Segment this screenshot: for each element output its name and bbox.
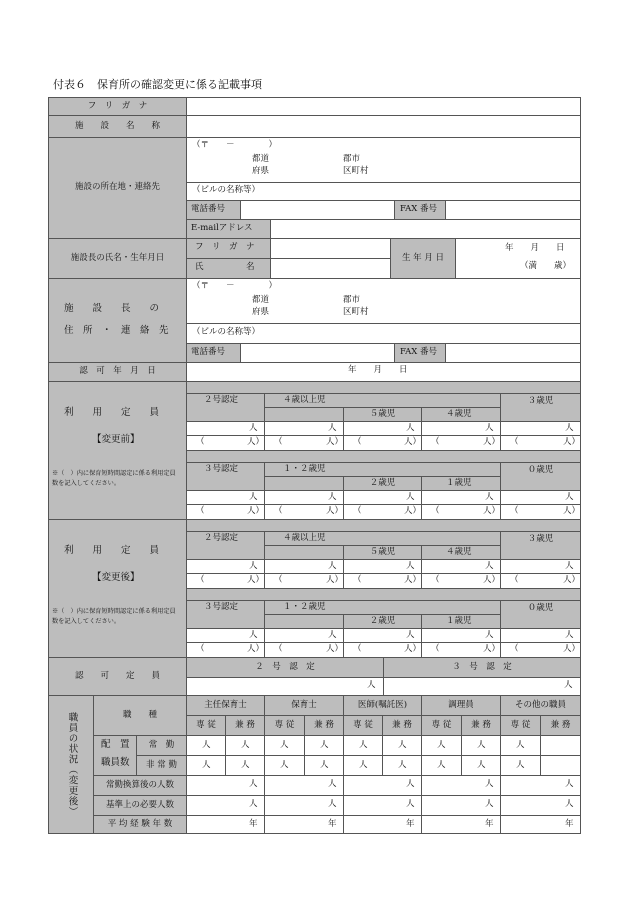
staff-count-unit-1-0-1: 人: [280, 760, 289, 770]
approved-capacity-cat3-person: 人: [564, 680, 573, 690]
staff-column-header-3: 調理員: [421, 695, 501, 716]
staff-type-label: 職 種: [93, 695, 187, 736]
after-capacity-label: 利 用 定 員: [64, 545, 160, 556]
director-building-label: （ビルの名称等）: [192, 327, 261, 337]
facility-name-input[interactable]: [186, 115, 581, 138]
after-cat2-paren-close-4: 人）: [563, 575, 581, 585]
before-cat3-group-text: １・２歳児: [283, 464, 326, 474]
after-cat3-person-4: 人: [565, 630, 574, 640]
staff-count-unit-0-0-0: 人: [202, 740, 211, 750]
before-cat3-paren-open-0: （: [196, 506, 205, 516]
after-cat3-person-3: 人: [485, 630, 494, 640]
before-cat2-person-1: 人: [328, 423, 337, 433]
staff-experience-unit-0: 年: [249, 819, 258, 829]
before-cat3-paren-close-3: 人）: [483, 506, 501, 516]
before-cat3-paren-open-1: （: [274, 506, 283, 516]
staff-count-unit-0-1-0: 人: [241, 740, 250, 750]
before-cat2-person-4: 人: [565, 423, 574, 433]
after-cat3-paren-open-2: （: [353, 644, 362, 654]
after-cat3-paren-open-4: （: [510, 644, 519, 654]
before-cat3-paren-close-4: 人）: [563, 506, 581, 516]
facility-email-input[interactable]: [270, 219, 581, 239]
before-cat2-paren-open-3: （: [431, 437, 440, 447]
staff-count-unit-2-0-1: 人: [359, 760, 368, 770]
after-cat2-paren-close-2: 人）: [404, 575, 422, 585]
after-cat3-person-2: 人: [406, 630, 415, 640]
director-city-label-2: 区町村: [343, 307, 369, 317]
approved-capacity-cat2-label: ２ 号 認 定: [186, 657, 384, 678]
before-cat3-paren-open-3: （: [431, 506, 440, 516]
director-prefecture-label-2: 府県: [252, 307, 270, 317]
staff-side-label: 職員の状況（変更後）: [48, 695, 94, 834]
staff-required-label: 基準上の必要人数: [93, 795, 187, 816]
staff-count-unit-2-1-0: 人: [398, 740, 407, 750]
before-label-cell: [48, 381, 187, 520]
after-cat2-age-last: ３歳児: [500, 531, 581, 560]
after-cat2-person-3: 人: [485, 561, 494, 571]
after-note: ※（ ）内に保育短時間認定に係る利用定員数を記入してください。: [52, 608, 176, 625]
before-cat3-paren-close-1: 人）: [326, 506, 344, 516]
staff-column-header-0: 主任保育士: [186, 695, 265, 716]
before-cat3-person-3: 人: [485, 492, 494, 502]
director-address-label: [48, 278, 187, 363]
before-cat3-person-2: 人: [406, 492, 415, 502]
before-cat3-paren-close-2: 人）: [404, 506, 422, 516]
before-cat2-person-0: 人: [249, 423, 258, 433]
facility-prefecture-label-2: 府県: [252, 166, 270, 176]
after-cat2-paren-open-1: （: [274, 575, 283, 585]
after-cat3-age-a: ２歳児: [343, 614, 422, 629]
staff-shokuinsu-label: 職員数: [101, 757, 130, 768]
director-dob-value: 年 月 日: [505, 243, 565, 253]
staff-required-unit-3: 人: [485, 799, 494, 809]
before-cat2-paren-close-1: 人）: [326, 437, 344, 447]
facility-postal-code: （〒 － ）: [192, 140, 278, 150]
after-cat2-person-2: 人: [406, 561, 415, 571]
director-age-value: （満 歳）: [520, 261, 572, 271]
before-cat3-person-0: 人: [249, 492, 258, 502]
staff-required-unit-2: 人: [406, 799, 415, 809]
staff-experience-unit-3: 年: [485, 819, 494, 829]
facility-furigana-label: フ リ ガ ナ: [48, 97, 187, 116]
before-cat2-paren-open-2: （: [353, 437, 362, 447]
before-cat2-age-b: ４歳児: [421, 407, 501, 422]
after-cat3-paren-close-0: 人）: [247, 644, 265, 654]
staff-required-unit-4: 人: [565, 799, 574, 809]
before-cat2-age-last: ３歳児: [500, 393, 581, 422]
director-fax-label: FAX 番号: [394, 343, 446, 363]
before-cat3-paren-open-2: （: [353, 506, 362, 516]
staff-part-time-header-1: 兼 務: [304, 715, 344, 736]
staff-fte-unit-2: 人: [406, 779, 415, 789]
after-cat2-paren-open-0: （: [196, 575, 205, 585]
before-cat3-category-text: ３号認定: [204, 464, 239, 474]
approved-capacity-cat2-input[interactable]: [186, 677, 384, 696]
approval-date-label: 認 可 年 月 日: [48, 362, 187, 382]
facility-city-label-2: 区町村: [343, 166, 369, 176]
before-capacity-label: 利 用 定 員: [64, 407, 160, 418]
approved-capacity-cat3-input[interactable]: [383, 677, 581, 696]
staff-fte-unit-0: 人: [249, 779, 258, 789]
staff-full-time-header-0: 専 従: [186, 715, 226, 736]
director-address-label-1: 施 設 長 の: [64, 303, 160, 314]
staff-count-unit-4-0-0: 人: [516, 740, 525, 750]
before-cat2-person-3: 人: [485, 423, 494, 433]
director-name-label: 氏 名: [186, 258, 271, 279]
staff-experience-unit-2: 年: [406, 819, 415, 829]
before-cat2-paren-close-3: 人）: [483, 437, 501, 447]
staff-count-unit-0-1-1: 人: [241, 760, 250, 770]
director-phone-label: 電話番号: [186, 343, 241, 363]
after-cat2-age-a: ５歳児: [343, 545, 422, 560]
facility-fax-input[interactable]: [445, 200, 581, 220]
after-cat2-paren-close-3: 人）: [483, 575, 501, 585]
after-change-label: 【変更後】: [92, 572, 140, 583]
staff-column-header-2: 医師(嘱託医): [343, 695, 422, 716]
before-cat3-person-1: 人: [328, 492, 337, 502]
staff-required-unit-1: 人: [328, 799, 337, 809]
before-cat3-age-b: １歳児: [421, 476, 501, 491]
facility-fax-label: FAX 番号: [394, 200, 446, 220]
staff-part-time-header-3: 兼 務: [461, 715, 501, 736]
before-cat3-age-last: ０歳児: [500, 462, 581, 491]
director-name-dob-label: 施設長の氏名・生年月日: [48, 238, 187, 279]
after-cat3-person-0: 人: [249, 630, 258, 640]
after-cat3-paren-close-3: 人）: [483, 644, 501, 654]
after-cat2-age-b: ４歳児: [421, 545, 501, 560]
before-cat3-paren-open-4: （: [510, 506, 519, 516]
after-cat2-person-1: 人: [328, 561, 337, 571]
staff-column-header-4: その他の職員: [500, 695, 581, 716]
staff-fte-label: 常勤換算後の人数: [93, 775, 187, 796]
facility-building-label: （ビルの名称等）: [192, 185, 261, 195]
after-label-cell: [48, 519, 187, 658]
approval-date-value: 年 月 日: [348, 365, 408, 375]
before-cat2-paren-close-0: 人）: [247, 437, 265, 447]
staff-part-time-header-4: 兼 務: [540, 715, 581, 736]
after-cat2-category-text: ２号認定: [204, 533, 239, 543]
before-cat2-age-a: ５歳児: [343, 407, 422, 422]
facility-address-label: 施設の所在地・連絡先: [48, 137, 187, 239]
before-cat2-paren-close-4: 人）: [563, 437, 581, 447]
staff-required-unit-0: 人: [249, 799, 258, 809]
staff-column-header-1: 保育士: [264, 695, 344, 716]
facility-email-label: E-mailアドレス: [186, 219, 271, 239]
before-cat2-paren-open-4: （: [510, 437, 519, 447]
staff-fte-unit-1: 人: [328, 779, 337, 789]
staff-haichi-label: 配 置: [101, 739, 130, 750]
facility-name-label: 施 設 名 称: [48, 115, 187, 138]
after-cat2-paren-open-3: （: [431, 575, 440, 585]
after-cat2-paren-open-4: （: [510, 575, 519, 585]
after-cat3-paren-close-2: 人）: [404, 644, 422, 654]
facility-phone-input[interactable]: [240, 200, 395, 220]
staff-fte-unit-3: 人: [485, 779, 494, 789]
staff-part-time-header-0: 兼 務: [225, 715, 265, 736]
staff-experience-unit-4: 年: [565, 819, 574, 829]
facility-phone-label: 電話番号: [186, 200, 241, 220]
before-cat2-paren-open-0: （: [196, 437, 205, 447]
staff-full-time-header-3: 専 従: [421, 715, 462, 736]
after-cat3-age-b: １歳児: [421, 614, 501, 629]
staff-experience-unit-1: 年: [328, 819, 337, 829]
after-cat3-paren-open-0: （: [196, 644, 205, 654]
after-cat3-person-1: 人: [328, 630, 337, 640]
after-cat3-paren-close-1: 人）: [326, 644, 344, 654]
after-cat3-age-last: ０歳児: [500, 600, 581, 629]
before-cat3-paren-close-0: 人）: [247, 506, 265, 516]
after-cat3-group-text: １・２歳児: [283, 602, 326, 612]
director-furigana-input[interactable]: [270, 238, 391, 259]
staff-count-unit-1-1-1: 人: [320, 760, 329, 770]
director-name-input[interactable]: [270, 258, 391, 279]
staff-part-time-header-2: 兼 務: [382, 715, 422, 736]
staff-fte-unit-4: 人: [565, 779, 574, 789]
director-postal-code: （〒 － ）: [192, 281, 278, 291]
director-phone-input[interactable]: [240, 343, 395, 363]
director-fax-input[interactable]: [445, 343, 581, 363]
staff-count-unit-3-0-1: 人: [437, 760, 446, 770]
after-cat2-paren-close-1: 人）: [326, 575, 344, 585]
staff-count-unit-1-0-0: 人: [280, 740, 289, 750]
before-change-label: 【変更前】: [92, 434, 140, 445]
staff-full-time-header-4: 専 従: [500, 715, 541, 736]
page-title: 付表６ 保育所の確認変更に係る記載事項: [53, 78, 262, 91]
after-cat2-paren-close-0: 人）: [247, 575, 265, 585]
before-cat2-paren-open-1: （: [274, 437, 283, 447]
staff-fulltime-row-label: 常 勤: [136, 735, 187, 756]
director-city-label: 郡市: [343, 295, 361, 305]
staff-count-unit-3-1-0: 人: [477, 740, 486, 750]
director-address-label-2: 住 所 ・ 連 絡 先: [64, 325, 169, 336]
staff-full-time-header-1: 専 従: [264, 715, 305, 736]
staff-count-unit-3-1-1: 人: [477, 760, 486, 770]
staff-count-input-4-1-1[interactable]: [540, 755, 581, 776]
staff-count-unit-0-0-1: 人: [202, 760, 211, 770]
staff-count-unit-1-1-0: 人: [320, 740, 329, 750]
facility-prefecture-label: 都道: [252, 154, 270, 164]
staff-count-unit-4-0-1: 人: [516, 760, 525, 770]
before-cat2-person-2: 人: [406, 423, 415, 433]
after-cat2-group-text: ４歳以上児: [283, 533, 326, 543]
facility-city-label: 郡市: [343, 154, 361, 164]
approved-capacity-cat2-person: 人: [367, 680, 376, 690]
director-furigana-label: フ リ ガ ナ: [186, 238, 271, 259]
staff-count-input-4-1-0[interactable]: [540, 735, 581, 756]
before-cat3-age-a: ２歳児: [343, 476, 422, 491]
before-cat2-paren-close-2: 人）: [404, 437, 422, 447]
staff-parttime-row-label: 非 常 勤: [136, 755, 187, 776]
after-cat2-person-4: 人: [565, 561, 574, 571]
before-note: ※（ ）内に保育短時間認定に係る利用定員数を記入してください。: [52, 470, 176, 487]
after-cat2-person-0: 人: [249, 561, 258, 571]
after-cat3-group-blank: [264, 614, 344, 629]
before-cat3-group-blank: [264, 476, 344, 491]
after-cat3-category-text: ３号認定: [204, 602, 239, 612]
staff-count-unit-2-1-1: 人: [398, 760, 407, 770]
before-cat2-group-text: ４歳以上児: [283, 395, 326, 405]
after-cat3-paren-open-1: （: [274, 644, 283, 654]
after-cat2-paren-open-2: （: [353, 575, 362, 585]
before-cat2-category-text: ２号認定: [204, 395, 239, 405]
approved-capacity-label: 認 可 定 員: [48, 657, 187, 696]
approved-capacity-cat3-label: ３ 号 認 定: [383, 657, 581, 678]
director-prefecture-label: 都道: [252, 295, 270, 305]
director-dob-label: 生 年 月 日: [390, 238, 456, 279]
before-cat3-person-4: 人: [565, 492, 574, 502]
staff-experience-label: 平 均 経 験 年 数: [93, 815, 187, 834]
before-cat2-group-blank: [264, 407, 344, 422]
staff-count-unit-3-0-0: 人: [437, 740, 446, 750]
staff-count-unit-2-0-0: 人: [359, 740, 368, 750]
after-cat3-paren-close-4: 人）: [563, 644, 581, 654]
after-cat3-paren-open-3: （: [431, 644, 440, 654]
facility-furigana-input[interactable]: [186, 97, 581, 116]
staff-full-time-header-2: 専 従: [343, 715, 383, 736]
after-cat2-group-blank: [264, 545, 344, 560]
